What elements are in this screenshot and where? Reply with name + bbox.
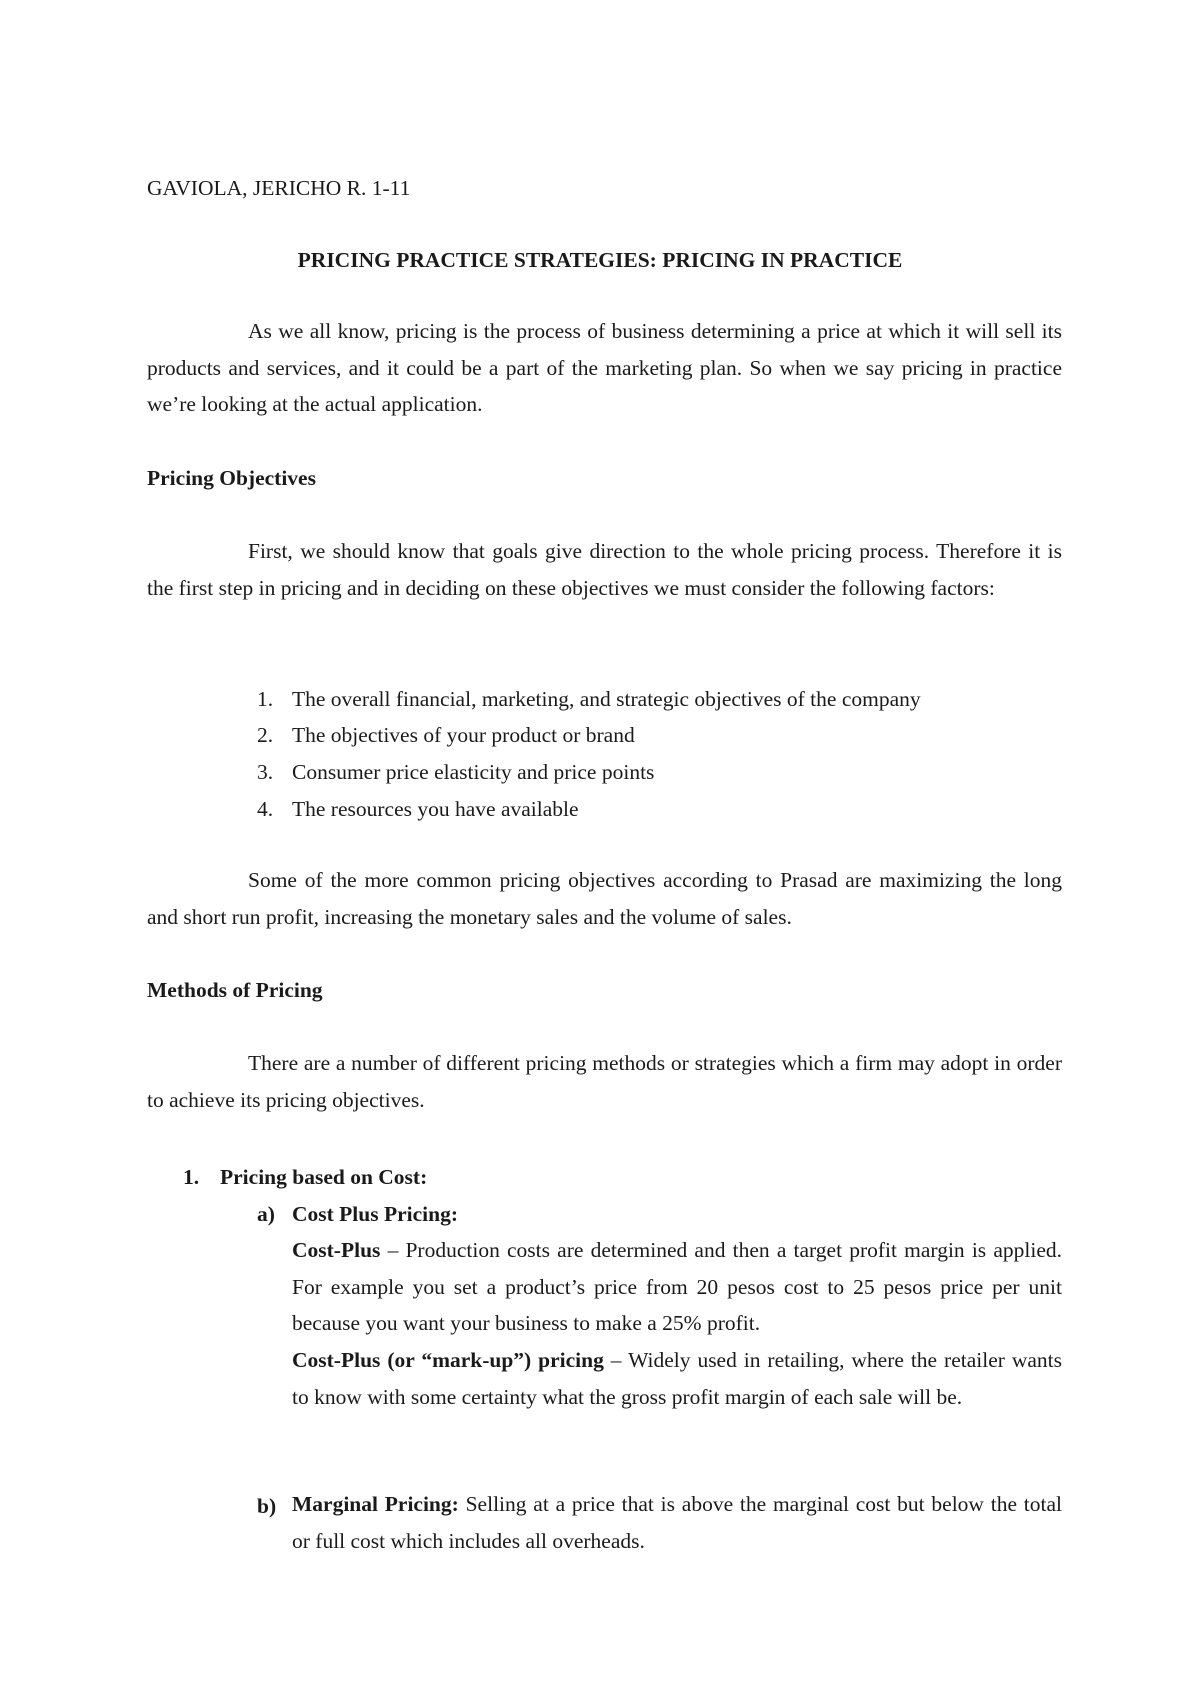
list-item-text: The overall financial, marketing, and strategic objectives of the company <box>292 687 921 711</box>
objectives-closing-paragraph: Some of the more common pricing objectives according to Prasad are maximizing the long and short run profit, increasing the monetary sales and the volume of sales. <box>147 868 1062 929</box>
list-item-number: 4. <box>257 797 274 821</box>
marginal-pricing-term: Marginal Pricing: <box>292 1492 459 1516</box>
sub-item-label: Cost Plus Pricing: <box>292 1202 459 1226</box>
markup-pricing-definition <box>292 1342 1062 1415</box>
objectives-paragraph: First, we should know that goals give direction to the whole pricing process. Therefore it is the first step in pricing and in deciding on these objectives we must consider the following factors: <box>147 539 1062 600</box>
list-item-number: 2. <box>257 723 274 747</box>
list-item-text: The resources you have available <box>292 797 579 821</box>
intro-paragraph: As we all know, pricing is the process of business determining a price at which it will sell its products and services, and it could be a part of the marketing plan. So when we say pricing in practice we’re looking at the actual application. <box>147 319 1062 417</box>
markup-text: – Widely used in retailing, where the retailer wants to know with some certainty what the gross profit margin of each sale will be. <box>292 1348 1062 1409</box>
sub-item-letter: b) <box>257 1494 277 1518</box>
method-item-number: 1. <box>183 1165 200 1189</box>
cost-plus-term: Cost-Plus <box>292 1238 381 1262</box>
list-item-number: 3. <box>257 760 274 784</box>
methods-paragraph: There are a number of different pricing methods or strategies which a firm may adopt in order to achieve its pricing objectives. <box>147 1051 1062 1112</box>
cost-plus-text: – Production costs are determined and then a target profit margin is applied. For example you set a product’s price from 20 pesos cost to 25 pesos price per unit because you want your business to make a 25% profit. <box>292 1238 1062 1336</box>
list-item-text: The objectives of your product or brand <box>292 723 635 747</box>
author-line: GAVIOLA, JERICHO R. 1-11 <box>147 176 411 200</box>
cost-plus-definition <box>292 1232 1062 1342</box>
sub-item-letter: a) <box>257 1202 275 1226</box>
page-title: PRICING PRACTICE STRATEGIES: PRICING IN PRACTICE <box>297 248 903 272</box>
list-item-number: 1. <box>257 687 274 711</box>
markup-term: Cost-Plus (or “mark-up”) pricing <box>292 1348 604 1372</box>
objectives-heading: Pricing Objectives <box>147 466 316 490</box>
methods-heading: Methods of Pricing <box>147 978 323 1002</box>
marginal-pricing-definition <box>292 1486 1062 1559</box>
marginal-pricing-text: Selling at a price that is above the marginal cost but below the total or full cost which includes all overheads. <box>292 1492 1062 1553</box>
list-item-text: Consumer price elasticity and price points <box>292 760 655 784</box>
method-item-label: Pricing based on Cost: <box>220 1165 428 1189</box>
